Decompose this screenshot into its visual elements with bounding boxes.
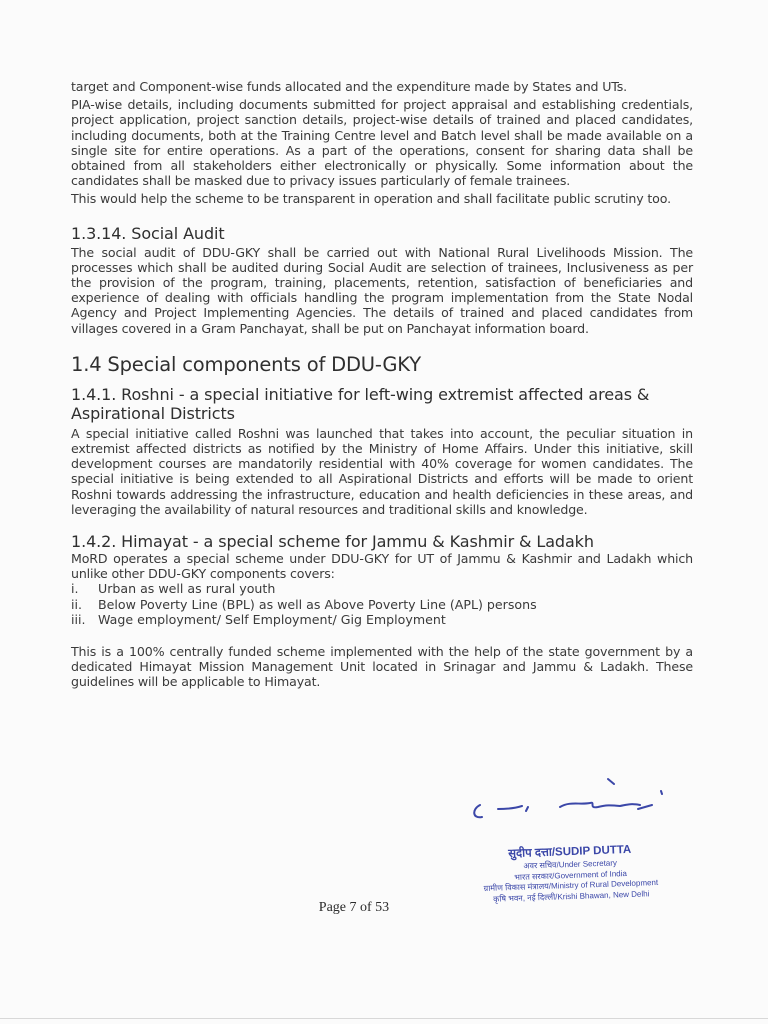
seal-address: कृषि भवन, नई दिल्ली/Krishi Bhawan, New Delhi [493,888,650,904]
paragraph-transparency: This would help the scheme to be transparent in operation and shall facilitate public scrutiny too. [71,191,671,207]
seal-name: सुदीप दत्ता/SUDIP DUTTA [508,843,632,861]
seal-ministry: ग्रामीण विकास मंत्रालय/Ministry of Rural Development [483,877,659,894]
list-item-number: i. [71,581,79,597]
handwritten-signature [470,775,670,825]
list-item [71,581,693,596]
himayat-heading: 1.4.2. Himayat - a special scheme for Jammu & Kashmir & Ladakh [71,532,594,552]
list-item-number: ii. [71,596,83,612]
roshni-text: A special initiative called Roshni was launched that takes into account, the peculiar situation in extremist affected districts as notified by the Ministry of Home Affairs. Under this initiative, skill development courses are mandatorily residential with 40% coverage for women candidates. The special initiative is being extended to all Aspirational Districts and efforts will be made to orient Roshni towards addressing the infrastructure, education and health deficiencies in these areas, and leveraging the availability of natural resources and traditional skills and knowledge. [71,425,693,517]
himayat-coverage-list [71,581,693,627]
page-content [71,79,693,690]
special-components-heading: 1.4 Special components of DDU-GKY [71,352,421,376]
list-item [71,597,693,612]
himayat-intro: MoRD operates a special scheme under DDU-GKY for UT of Jammu & Kashmir and Ladakh which unlike other DDU-GKY components covers: [71,551,693,582]
himayat-closing: This is a 100% centrally funded scheme implemented with the help of the state government by a dedicated Himayat Mission Management Unit located in Srinagar and Jammu & Ladakh. These guidelines will be applicable to Himayat. [71,644,693,690]
list-item-text: Below Poverty Line (BPL) as well as Above Poverty Line (APL) persons [98,596,537,612]
list-item-text: Urban as well as rural youth [98,581,276,597]
roshni-heading: 1.4.1. Roshni - a special initiative for left-wing extremist affected areas & Aspirational Districts [71,384,650,423]
social-audit-heading: 1.3.14. Social Audit [71,223,225,243]
official-seal-stamp [477,841,664,905]
bottom-divider [0,1018,768,1019]
list-item-number: iii. [71,611,86,627]
paragraph-funds: target and Component-wise funds allocated and the expenditure made by States and UTs. [71,79,628,94]
page-number: Page 7 of 53 [318,900,390,915]
list-item-text: Wage employment/ Self Employment/ Gig Employment [98,611,446,627]
paragraph-pia-details: PIA-wise details, including documents submitted for project appraisal and establishing credentials, project application, project sanction details, project-wise details of trained and placed candidates, including documents, both at the Training Centre level and Batch level shall be made available on a single site for entire operations. As a part of the operations, consent for sharing data shall be obtained from all stakeholders either electronically or physically. Some information about the candidates shall be masked due to privacy issues particularly of female trainees. [71,97,693,189]
seal-government: भारत सरकार/Government of India [514,868,628,882]
list-item [71,612,693,627]
seal-designation: अवर सचिव/Under Secretary [523,858,618,871]
social-audit-text: The social audit of DDU-GKY shall be carried out with National Rural Livelihoods Mission. The processes which shall be audited during Social Audit are selection of trainees, Inclusiveness as per the provision of the program, training, placements, retention, satisfaction of beneficiaries and experience of dealing with officials handling the program implementation from the State Nodal Agency and Project Implementing Agencies. The details of trained and placed candidates from villages covered in a Gram Panchayat, shall be put on Panchayat information board. [71,244,693,336]
